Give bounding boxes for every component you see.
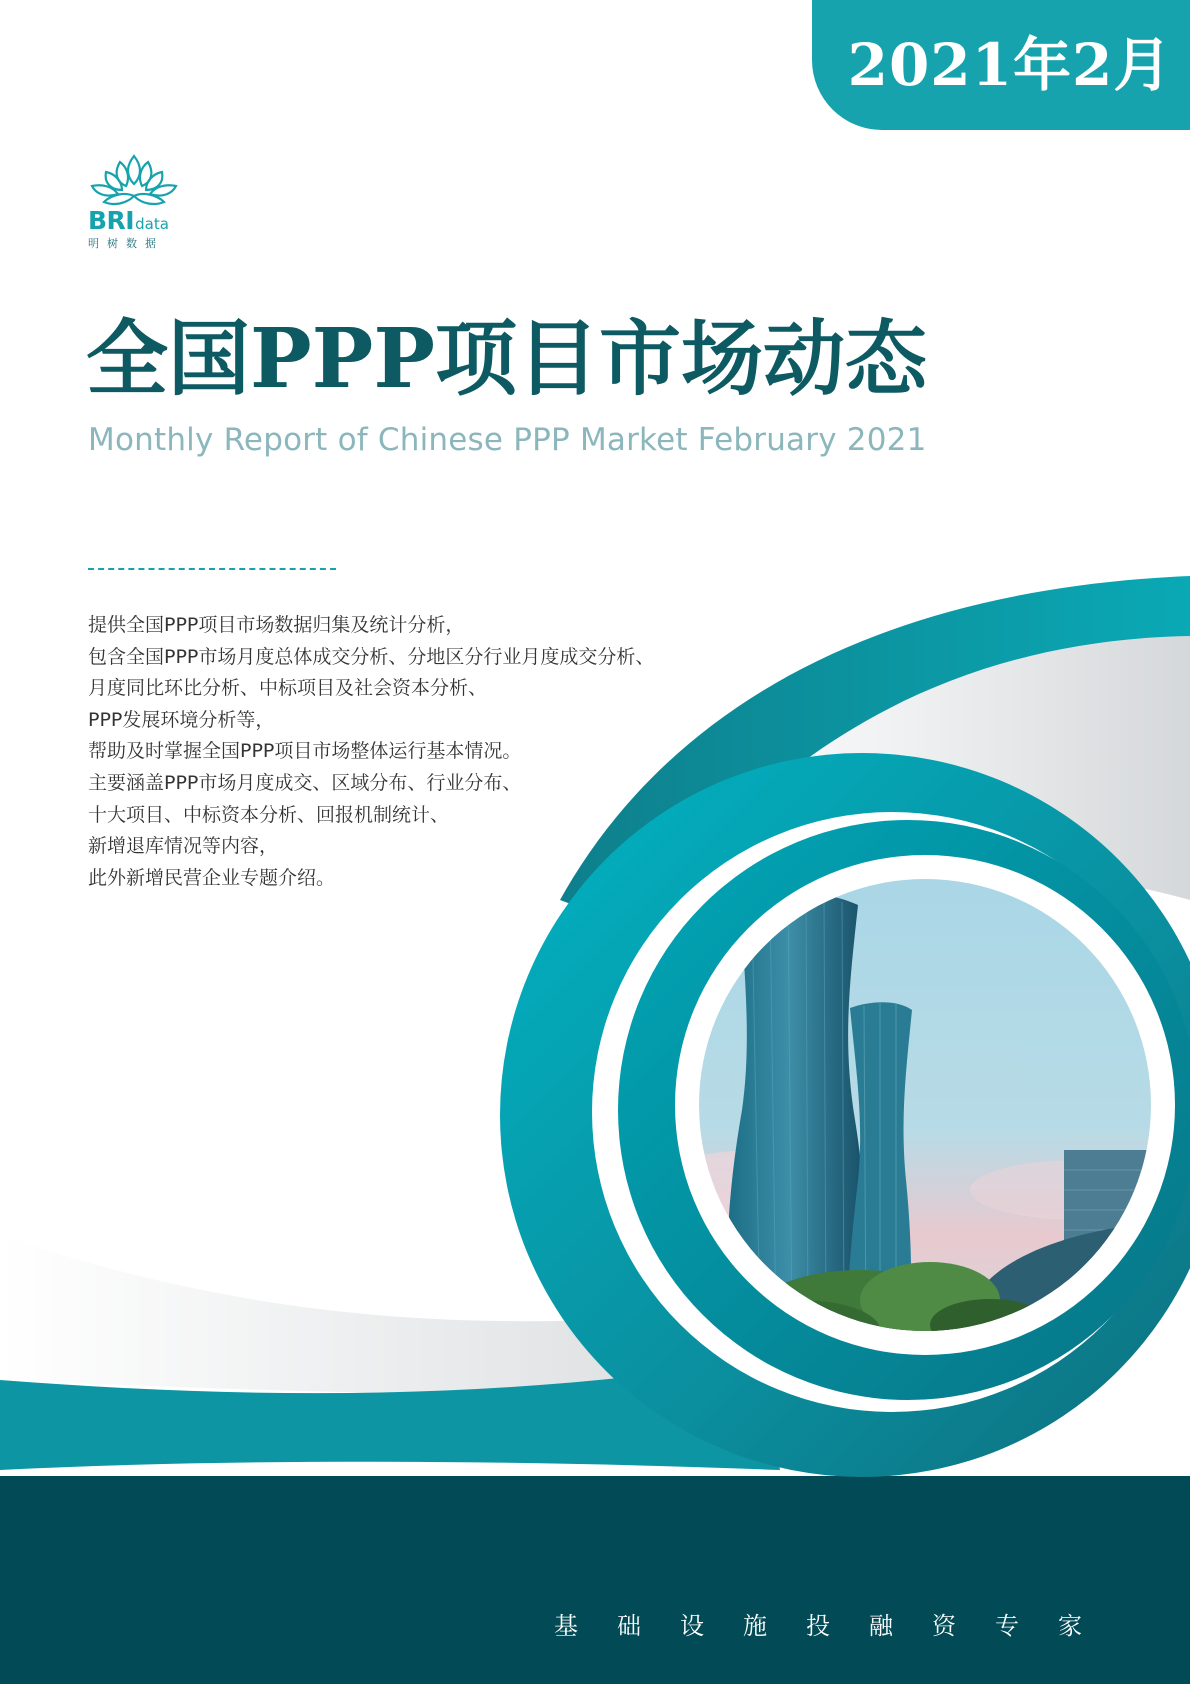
description-line: 此外新增民营企业专题介绍。 [88, 866, 336, 889]
footer-band [0, 1476, 1190, 1684]
report-subtitle: Monthly Report of Chinese PPP Market February 2021 [88, 422, 927, 458]
description-line: 包含全国PPP市场月度总体成交分析、分地区分行业月度成交分析、 [88, 645, 655, 668]
logo-chinese-name: 明树数据 [88, 237, 164, 250]
logo-data: data [135, 215, 169, 233]
report-description [88, 610, 728, 894]
logo-wordmark [88, 208, 169, 233]
description-line: 提供全国PPP项目市场数据归集及统计分析， [88, 614, 465, 636]
date-tab [812, 0, 1190, 130]
description-line: 帮助及时掌握全国PPP项目市场整体运行基本情况。 [88, 740, 522, 763]
logo-bri: BRI [88, 206, 135, 235]
lotus-leaves-icon [86, 154, 182, 210]
description-line: 十大项目、中标资本分析、回报机制统计、 [88, 803, 450, 826]
description-line: 月度同比环比分析、中标项目及社会资本分析、 [88, 677, 488, 700]
description-line: PPP发展环境分析等， [88, 708, 275, 731]
bri-data-logo [86, 154, 182, 256]
footer-slogan: 基础设施投融资专家 [554, 1612, 1121, 1640]
dashed-divider [88, 568, 336, 570]
report-date: 2021年2月 [847, 31, 1173, 99]
description-line: 新增退库情况等内容， [88, 835, 279, 858]
description-line: 主要涵盖PPP市场月度成交、区域分布、行业分布、 [88, 771, 522, 794]
report-title: 全国PPP项目市场动态 [86, 311, 927, 407]
